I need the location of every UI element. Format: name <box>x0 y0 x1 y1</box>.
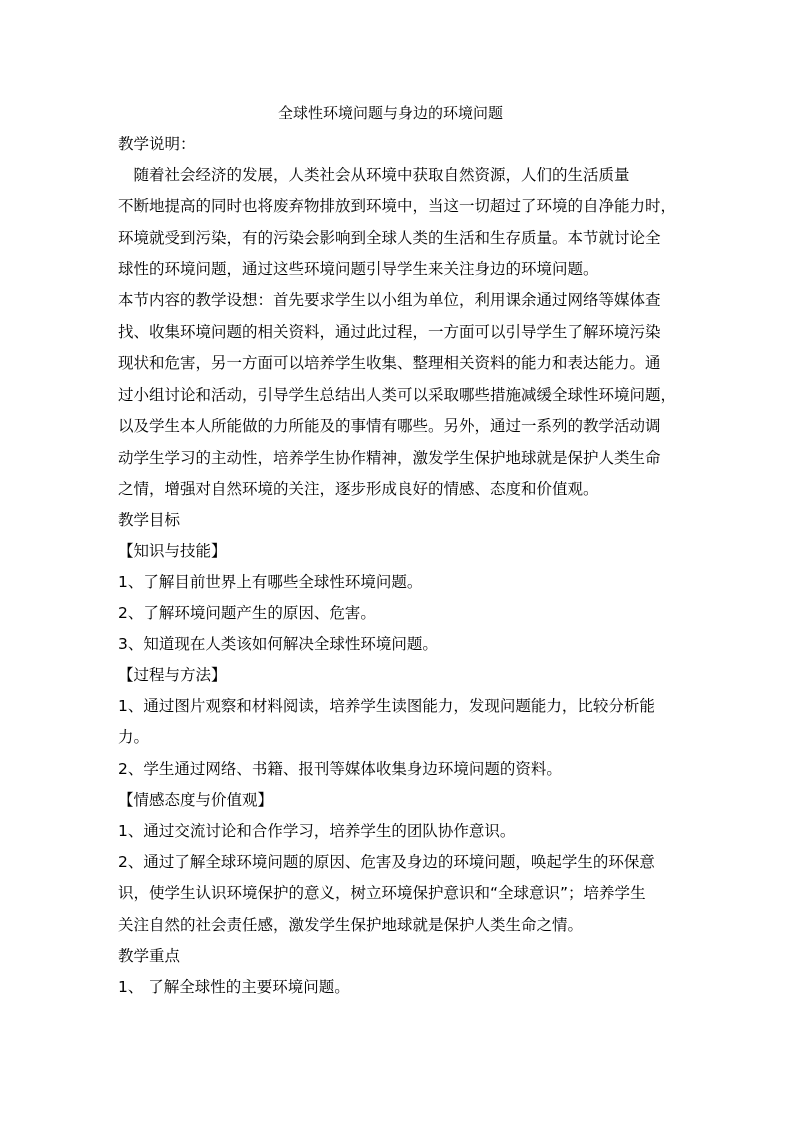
paragraph-line: 球性的环境问题，通过这些环境问题引导学生来关注身边的环境问题。 <box>118 260 599 278</box>
paragraph-line: 过小组讨论和活动，引导学生总结出人类可以采取哪些措施减缓全球性环境问题， <box>118 386 677 404</box>
list-item-continuation: 关注自然的社会责任感，激发学生保护地球就是保护人类生命之情。 <box>118 916 584 934</box>
list-item: 1、了解目前世界上有哪些全球性环境问题。 <box>118 573 423 591</box>
section-heading-teaching-notes: 教学说明： <box>118 135 196 153</box>
list-item: 2、了解环境问题产生的原因、危害。 <box>118 604 376 622</box>
paragraph-line: 动学生学习的主动性，培养学生协作精神，激发学生保护地球就是保护人类生命 <box>118 449 661 467</box>
subsection-heading-emotion-values: 【情感态度与价值观】 <box>118 791 274 809</box>
paragraph-line: 随着社会经济的发展，人类社会从环境中获取自然资源，人们的生活质量 <box>118 166 630 184</box>
paragraph-line: 之情，增强对自然环境的关注，逐步形成良好的情感、态度和价值观。 <box>118 480 599 498</box>
paragraph-line: 本节内容的教学设想：首先要求学生以小组为单位，利用课余通过网络等媒体查 <box>118 291 661 309</box>
paragraph-line: 环境就受到污染，有的污染会影响到全球人类的生活和生存质量。本节就讨论全 <box>118 229 661 247</box>
paragraph-line: 以及学生本人所能做的力所能及的事情有哪些。另外，通过一系列的教学活动调 <box>118 417 661 435</box>
list-item: 3、知道现在人类该如何解决全球性环境问题。 <box>118 635 438 653</box>
subsection-heading-knowledge-skills: 【知识与技能】 <box>118 542 227 560</box>
list-item: 2、通过了解全球环境问题的原因、危害及身边的环境问题，唤起学生的环保意 <box>118 853 655 871</box>
section-heading-key-points: 教学重点 <box>118 947 181 965</box>
paragraph-line: 现状和危害，另一方面可以培养学生收集、整理相关资料的能力和表达能力。通 <box>118 354 661 372</box>
list-item: 1、通过交流讨论和合作学习，培养学生的团队协作意识。 <box>118 822 516 840</box>
section-heading-objectives: 教学目标 <box>118 511 181 529</box>
paragraph-line: 找、收集环境问题的相关资料，通过此过程，一方面可以引导学生了解环境污染 <box>118 323 661 341</box>
list-item: 1、 了解全球性的主要环境问题。 <box>118 978 350 996</box>
list-item-continuation: 识，使学生认识环境保护的意义，树立环境保护意识和“全球意识”；培养学生 <box>118 884 646 902</box>
list-item: 2、学生通过网络、书籍、报刊等媒体收集身边环境问题的资料。 <box>118 760 562 778</box>
document-title: 全球性环境问题与身边的环境问题 <box>278 104 504 122</box>
list-item: 1、通过图片观察和材料阅读，培养学生读图能力，发现问题能力，比较分析能 <box>118 697 655 715</box>
list-item-continuation: 力。 <box>118 728 150 746</box>
subsection-heading-process-methods: 【过程与方法】 <box>118 666 227 684</box>
paragraph-line: 不断地提高的同时也将废弃物排放到环境中，当这一切超过了环境的自净能力时， <box>118 197 677 215</box>
